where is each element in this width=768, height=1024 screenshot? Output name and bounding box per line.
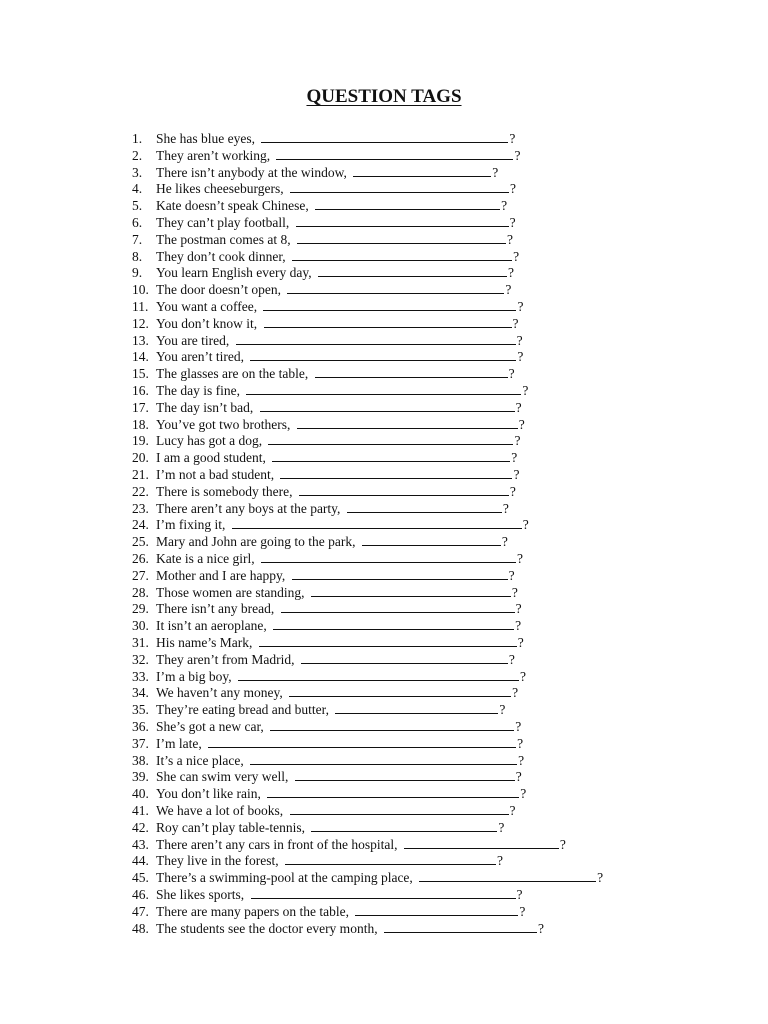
item-sentence: She can swim very well, xyxy=(156,769,292,785)
item-sentence: Roy can’t play table-tennis, xyxy=(156,819,309,835)
answer-blank[interactable] xyxy=(238,668,519,681)
question-mark: ? xyxy=(506,231,513,247)
answer-blank[interactable] xyxy=(267,785,519,798)
question-mark: ? xyxy=(508,366,515,382)
item-number: 22. xyxy=(132,483,149,499)
item-sentence: I am a good student, xyxy=(156,450,270,466)
answer-blank[interactable] xyxy=(273,617,514,630)
question-mark: ? xyxy=(511,450,518,466)
item-sentence: The day isn’t bad, xyxy=(156,399,257,415)
answer-blank[interactable] xyxy=(335,701,498,714)
item-sentence: They live in the forest, xyxy=(156,853,282,869)
exercise-item xyxy=(132,617,521,634)
question-mark: ? xyxy=(499,702,506,718)
item-sentence: It isn’t an aeroplane, xyxy=(156,618,271,634)
exercise-item xyxy=(132,684,518,701)
answer-blank[interactable] xyxy=(246,382,521,395)
answer-blank[interactable] xyxy=(297,231,506,244)
question-mark: ? xyxy=(537,920,544,936)
item-number: 37. xyxy=(132,735,149,751)
exercise-item xyxy=(132,382,528,399)
item-number: 47. xyxy=(132,903,149,919)
question-mark: ? xyxy=(501,198,508,214)
answer-blank[interactable] xyxy=(311,584,511,597)
exercise-item xyxy=(132,449,517,466)
exercise-item xyxy=(132,466,519,483)
answer-blank[interactable] xyxy=(250,348,516,361)
question-mark: ? xyxy=(496,853,503,869)
answer-blank[interactable] xyxy=(263,298,516,311)
answer-blank[interactable] xyxy=(318,264,507,277)
exercise-item xyxy=(132,668,526,685)
exercise-item xyxy=(132,852,503,869)
exercise-item xyxy=(132,231,513,248)
question-mark: ? xyxy=(597,870,604,886)
exercise-item xyxy=(132,483,516,500)
question-mark: ? xyxy=(509,131,516,146)
exercise-item xyxy=(132,365,515,382)
item-number: 46. xyxy=(132,887,149,902)
item-sentence: She likes sports, xyxy=(156,887,248,902)
answer-blank[interactable] xyxy=(362,533,501,546)
question-mark: ? xyxy=(513,467,520,482)
answer-blank[interactable] xyxy=(232,516,522,529)
item-sentence: There are many papers on the table, xyxy=(156,903,353,919)
answer-blank[interactable] xyxy=(355,903,518,916)
item-sentence: We have a lot of books, xyxy=(156,803,287,818)
item-sentence: They don’t cook dinner, xyxy=(156,248,290,264)
item-sentence: You learn English every day, xyxy=(156,265,315,281)
item-number: 3. xyxy=(132,164,143,180)
item-sentence: The postman comes at 8, xyxy=(156,231,294,247)
item-number: 16. xyxy=(132,383,149,398)
item-number: 13. xyxy=(132,332,149,348)
question-mark: ? xyxy=(507,265,514,281)
item-sentence: You don’t like rain, xyxy=(156,786,265,802)
item-number: 39. xyxy=(132,769,149,785)
exercise-item xyxy=(132,651,515,668)
item-sentence: The day is fine, xyxy=(156,383,244,398)
item-number: 10. xyxy=(132,282,149,298)
question-mark: ? xyxy=(501,534,508,550)
exercise-item xyxy=(132,836,566,853)
answer-blank[interactable] xyxy=(295,768,515,781)
item-sentence: Those women are standing, xyxy=(156,584,308,600)
exercise-item xyxy=(132,432,520,449)
item-number: 27. xyxy=(132,567,149,583)
question-mark: ? xyxy=(516,332,523,348)
item-number: 42. xyxy=(132,819,149,835)
question-mark: ? xyxy=(520,786,527,802)
item-number: 28. xyxy=(132,584,149,600)
exercise-item xyxy=(132,130,515,147)
item-sentence: He likes cheeseburgers, xyxy=(156,181,287,197)
item-number: 25. xyxy=(132,534,149,550)
answer-blank[interactable] xyxy=(292,567,508,580)
question-mark: ? xyxy=(508,567,515,583)
item-number: 11. xyxy=(132,299,149,314)
question-mark: ? xyxy=(509,483,516,499)
exercise-item xyxy=(132,567,515,584)
item-sentence: Kate doesn’t speak Chinese, xyxy=(156,198,313,214)
item-number: 18. xyxy=(132,416,149,432)
item-sentence: You want a coffee, xyxy=(156,299,261,314)
question-mark: ? xyxy=(515,618,522,634)
question-mark: ? xyxy=(502,500,509,516)
question-mark: ? xyxy=(518,416,525,432)
exercise-item xyxy=(132,634,524,651)
question-mark: ? xyxy=(509,215,516,230)
item-sentence: I’m fixing it, xyxy=(156,517,229,533)
item-sentence: You are tired, xyxy=(156,332,233,348)
item-sentence: Mary and John are going to the park, xyxy=(156,534,359,550)
exercise-item xyxy=(132,802,516,819)
exercise-item xyxy=(132,197,507,214)
answer-blank[interactable] xyxy=(290,180,509,193)
question-mark: ? xyxy=(509,181,516,197)
item-sentence: Lucy has got a dog, xyxy=(156,433,266,449)
exercise-item xyxy=(132,600,522,617)
exercise-item xyxy=(132,348,523,365)
item-number: 44. xyxy=(132,853,149,869)
answer-blank[interactable] xyxy=(260,399,515,412)
item-number: 14. xyxy=(132,349,149,365)
item-number: 38. xyxy=(132,752,149,768)
item-number: 4. xyxy=(132,181,143,197)
item-number: 2. xyxy=(132,147,143,163)
answer-blank[interactable] xyxy=(268,432,513,445)
answer-blank[interactable] xyxy=(285,852,496,865)
question-mark: ? xyxy=(517,299,524,314)
question-mark: ? xyxy=(512,685,519,701)
answer-blank[interactable] xyxy=(236,332,516,345)
answer-blank[interactable] xyxy=(280,466,512,479)
question-mark: ? xyxy=(515,399,522,415)
exercise-item xyxy=(132,164,498,181)
exercise-item xyxy=(132,248,519,265)
page-title: QUESTION TAGS xyxy=(306,86,462,107)
item-number: 32. xyxy=(132,651,149,667)
question-mark: ? xyxy=(514,147,521,163)
answer-blank[interactable] xyxy=(290,802,509,815)
item-number: 9. xyxy=(132,265,143,281)
item-sentence: They’re eating bread and butter, xyxy=(156,702,333,718)
question-mark: ? xyxy=(519,903,526,919)
item-sentence: They can’t play football, xyxy=(156,215,293,230)
exercise-item xyxy=(132,264,514,281)
answer-blank[interactable] xyxy=(276,147,513,160)
exercise-item xyxy=(132,298,523,315)
item-number: 24. xyxy=(132,517,149,533)
item-number: 20. xyxy=(132,450,149,466)
exercise-item xyxy=(132,886,523,903)
answer-blank[interactable] xyxy=(259,634,517,647)
question-mark: ? xyxy=(515,719,522,734)
item-number: 34. xyxy=(132,685,149,701)
exercise-item xyxy=(132,500,509,517)
answer-blank[interactable] xyxy=(384,920,537,933)
exercise-item xyxy=(132,416,525,433)
answer-blank[interactable] xyxy=(404,836,559,849)
answer-blank[interactable] xyxy=(347,500,502,513)
exercise-item xyxy=(132,768,522,785)
item-number: 26. xyxy=(132,551,149,566)
item-sentence: You don’t know it, xyxy=(156,315,261,331)
answer-blank[interactable] xyxy=(264,315,512,328)
item-sentence: They aren’t from Madrid, xyxy=(156,651,298,667)
exercise-item xyxy=(132,332,523,349)
item-sentence: There aren’t any cars in front of the hospital, xyxy=(156,836,401,852)
item-number: 8. xyxy=(132,248,143,264)
item-sentence: The students see the doctor every month, xyxy=(156,920,381,936)
answer-blank[interactable] xyxy=(289,684,511,697)
item-number: 41. xyxy=(132,803,149,818)
exercise-item xyxy=(132,869,603,886)
item-sentence: You’ve got two brothers, xyxy=(156,416,294,432)
item-number: 17. xyxy=(132,399,149,415)
answer-blank[interactable] xyxy=(311,819,497,832)
item-sentence: His name’s Mark, xyxy=(156,635,256,650)
item-number: 29. xyxy=(132,601,149,617)
item-sentence: It’s a nice place, xyxy=(156,752,248,768)
answer-blank[interactable] xyxy=(419,869,596,882)
exercise-item xyxy=(132,920,544,937)
item-number: 7. xyxy=(132,231,143,247)
item-sentence: Mother and I are happy, xyxy=(156,567,289,583)
exercise-item xyxy=(132,735,523,752)
exercise-item xyxy=(132,315,519,332)
question-mark: ? xyxy=(514,433,521,449)
exercise-item xyxy=(132,785,526,802)
answer-blank[interactable] xyxy=(299,483,509,496)
question-mark: ? xyxy=(519,668,526,684)
item-sentence: She has blue eyes, xyxy=(156,131,259,146)
item-number: 5. xyxy=(132,198,143,214)
question-mark: ? xyxy=(517,635,524,650)
exercise-item xyxy=(132,180,516,197)
answer-blank[interactable] xyxy=(315,197,500,210)
question-mark: ? xyxy=(559,836,566,852)
exercise-item xyxy=(132,701,505,718)
question-mark: ? xyxy=(516,551,523,566)
answer-blank[interactable] xyxy=(297,416,518,429)
item-sentence: There is somebody there, xyxy=(156,483,296,499)
exercise-item xyxy=(132,903,525,920)
item-number: 15. xyxy=(132,366,149,382)
item-sentence: They aren’t working, xyxy=(156,147,274,163)
question-mark: ? xyxy=(512,315,519,331)
question-mark: ? xyxy=(516,887,523,902)
item-sentence: Kate is a nice girl, xyxy=(156,551,258,566)
question-mark: ? xyxy=(492,164,499,180)
item-sentence: The door doesn’t open, xyxy=(156,282,285,298)
item-number: 45. xyxy=(132,870,149,886)
answer-blank[interactable] xyxy=(208,735,516,748)
item-sentence: There aren’t any boys at the party, xyxy=(156,500,344,516)
exercise-item xyxy=(132,584,518,601)
item-sentence: I’m late, xyxy=(156,735,206,751)
item-sentence: There’s a swimming-pool at the camping place, xyxy=(156,870,417,886)
answer-blank[interactable] xyxy=(281,600,515,613)
item-number: 36. xyxy=(132,719,149,734)
item-number: 6. xyxy=(132,215,143,230)
exercise-item xyxy=(132,516,529,533)
answer-blank[interactable] xyxy=(272,449,510,462)
item-sentence: There isn’t anybody at the window, xyxy=(156,164,351,180)
item-number: 21. xyxy=(132,467,149,482)
item-number: 40. xyxy=(132,786,149,802)
item-sentence: She’s got a new car, xyxy=(156,719,268,734)
exercise-item xyxy=(132,718,521,735)
question-mark: ? xyxy=(515,601,522,617)
answer-blank[interactable] xyxy=(315,365,508,378)
item-sentence: I’m not a bad student, xyxy=(156,467,278,482)
exercise-item xyxy=(132,399,522,416)
exercise-item xyxy=(132,533,508,550)
item-sentence: I’m a big boy, xyxy=(156,668,235,684)
item-number: 30. xyxy=(132,618,149,634)
question-mark: ? xyxy=(505,282,512,298)
exercise-item xyxy=(132,214,516,231)
exercise-item xyxy=(132,819,504,836)
exercise-item xyxy=(132,281,511,298)
item-number: 23. xyxy=(132,500,149,516)
item-number: 33. xyxy=(132,668,149,684)
question-mark: ? xyxy=(513,248,520,264)
exercise-item xyxy=(132,752,524,769)
item-number: 43. xyxy=(132,836,149,852)
question-mark: ? xyxy=(522,383,529,398)
answer-blank[interactable] xyxy=(292,248,512,261)
question-mark: ? xyxy=(522,517,529,533)
item-number: 12. xyxy=(132,315,149,331)
item-number: 1. xyxy=(132,131,143,146)
answer-blank[interactable] xyxy=(261,130,508,143)
question-mark: ? xyxy=(498,819,505,835)
answer-blank[interactable] xyxy=(287,281,504,294)
answer-blank[interactable] xyxy=(296,214,509,227)
item-number: 48. xyxy=(132,920,149,936)
question-mark: ? xyxy=(508,651,515,667)
question-mark: ? xyxy=(518,752,525,768)
answer-blank[interactable] xyxy=(251,886,516,899)
item-sentence: We haven’t any money, xyxy=(156,685,287,701)
question-mark: ? xyxy=(517,349,524,365)
item-number: 19. xyxy=(132,433,149,449)
answer-blank[interactable] xyxy=(261,550,516,563)
question-mark: ? xyxy=(517,735,524,751)
answer-blank[interactable] xyxy=(270,718,514,731)
item-number: 35. xyxy=(132,702,149,718)
question-mark: ? xyxy=(511,584,518,600)
item-sentence: There isn’t any bread, xyxy=(156,601,278,617)
item-sentence: The glasses are on the table, xyxy=(156,366,312,382)
question-mark: ? xyxy=(515,769,522,785)
answer-blank[interactable] xyxy=(301,651,508,664)
exercise-item xyxy=(132,147,520,164)
question-mark: ? xyxy=(509,803,516,818)
exercise-item xyxy=(132,550,523,567)
answer-blank[interactable] xyxy=(250,752,517,765)
item-sentence: You aren’t tired, xyxy=(156,349,248,365)
answer-blank[interactable] xyxy=(353,164,491,177)
item-number: 31. xyxy=(132,635,149,650)
